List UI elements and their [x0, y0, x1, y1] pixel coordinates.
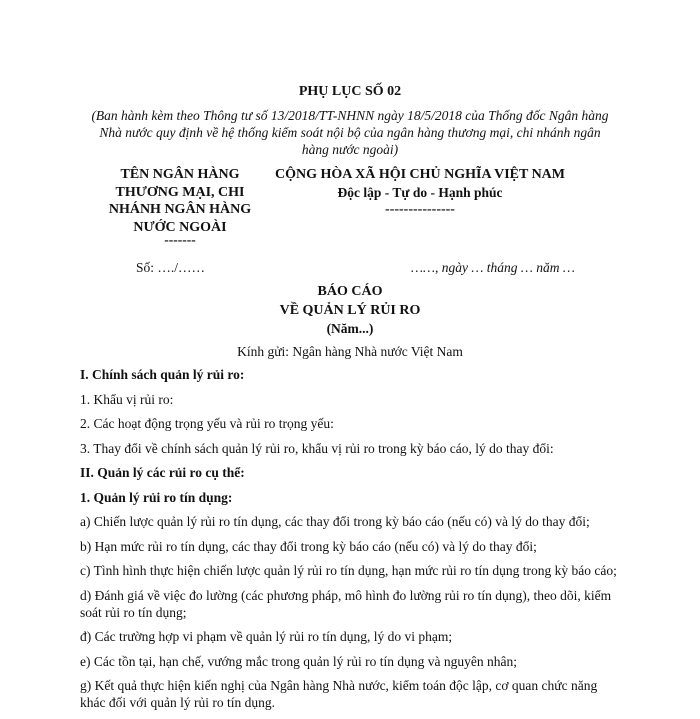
subsection-item: d) Đánh giá về việc đo lường (các phương pháp, mô hình đo lường rủi ro tín dụng), theo dõi, kiểm soát rủi ro tín dụng;	[80, 587, 612, 620]
appendix-title: PHỤ LỤC SỐ 02	[298, 84, 402, 99]
report-title	[0, 282, 700, 320]
section-item: 2. Các hoạt động trọng yếu và rủi ro trọng yếu:	[80, 416, 334, 431]
subsection-item: b) Hạn mức rủi ro tín dụng, các thay đổi trong kỳ báo cáo (nếu có) và lý do thay đổi;	[80, 538, 537, 554]
nation-title: CỘNG HÒA XÃ HỘI CHỦ NGHĨA VIỆT NAM	[274, 167, 565, 182]
subsection-item: e) Các tồn tại, hạn chế, vướng mắc trong quản lý rủi ro tín dụng và nguyên nhân;	[80, 653, 517, 669]
subsection-heading: 1. Quản lý rủi ro tín dụng:	[80, 489, 233, 505]
subsection-item: đ) Các trường hợp vi phạm về quản lý rủi ro tín dụng, lý do vi phạm;	[80, 629, 453, 644]
recipient-line: Kính gửi: Ngân hàng Nhà nước Việt Nam	[237, 344, 463, 359]
report-title-line1: BÁO CÁO	[317, 284, 383, 299]
subsection-item: g) Kết quả thực hiện kiến nghị của Ngân hàng Nhà nước, kiểm toán độc lập, cơ quan chức năng khác đối với quản lý rủi ro tín dụng.	[80, 678, 598, 710]
section-heading: II. Quản lý các rủi ro cụ thể:	[80, 465, 245, 480]
nation-divider: ---------------	[385, 202, 455, 217]
section-heading: I. Chính sách quản lý rủi ro:	[80, 367, 245, 382]
report-year: (Năm...)	[326, 321, 374, 336]
organization-name-line: NƯỚC NGOÀI	[133, 219, 227, 235]
organization-divider: -------	[164, 232, 196, 247]
document-date: ……, ngày … tháng … năm …	[411, 260, 575, 275]
report-body	[80, 366, 625, 719]
subsection-item: a) Chiến lược quản lý rủi ro tín dụng, các thay đổi trong kỳ báo cáo (nếu có) và lý do thay đổi;	[80, 514, 590, 529]
organization-name-line: NHÁNH NGÂN HÀNG	[108, 202, 252, 217]
organization-name	[98, 166, 262, 236]
document-number: Số: …./……	[136, 260, 206, 275]
section-item: 1. Khẩu vị rủi ro:	[80, 391, 174, 407]
nation-motto: Độc lập - Tự do - Hạnh phúc	[337, 185, 503, 200]
appendix-note: (Ban hành kèm theo Thông tư số 13/2018/TT-NHNN ngày 18/5/2018 của Thống đốc Ngân hàng Nhà nước quy định về hệ thống kiểm soát nội bộ của ngân hàng thương mại, chi nhánh ngân hàng nước ngoài)	[91, 108, 609, 157]
report-title-line2: VỀ QUẢN LÝ RỦI RO	[279, 303, 421, 318]
organization-name-line: TÊN NGÂN HÀNG	[120, 167, 240, 182]
organization-name-line: THƯƠNG MẠI, CHI	[115, 184, 245, 200]
national-header	[270, 166, 570, 218]
subsection-item: c) Tình hình thực hiện chiến lược quản lý rủi ro tín dụng, hạn mức rủi ro tín dụng trong kỳ báo cáo;	[80, 563, 617, 578]
section-item: 3. Thay đổi về chính sách quản lý rủi ro, khẩu vị rủi ro trong kỳ báo cáo, lý do thay đổi:	[80, 440, 554, 456]
